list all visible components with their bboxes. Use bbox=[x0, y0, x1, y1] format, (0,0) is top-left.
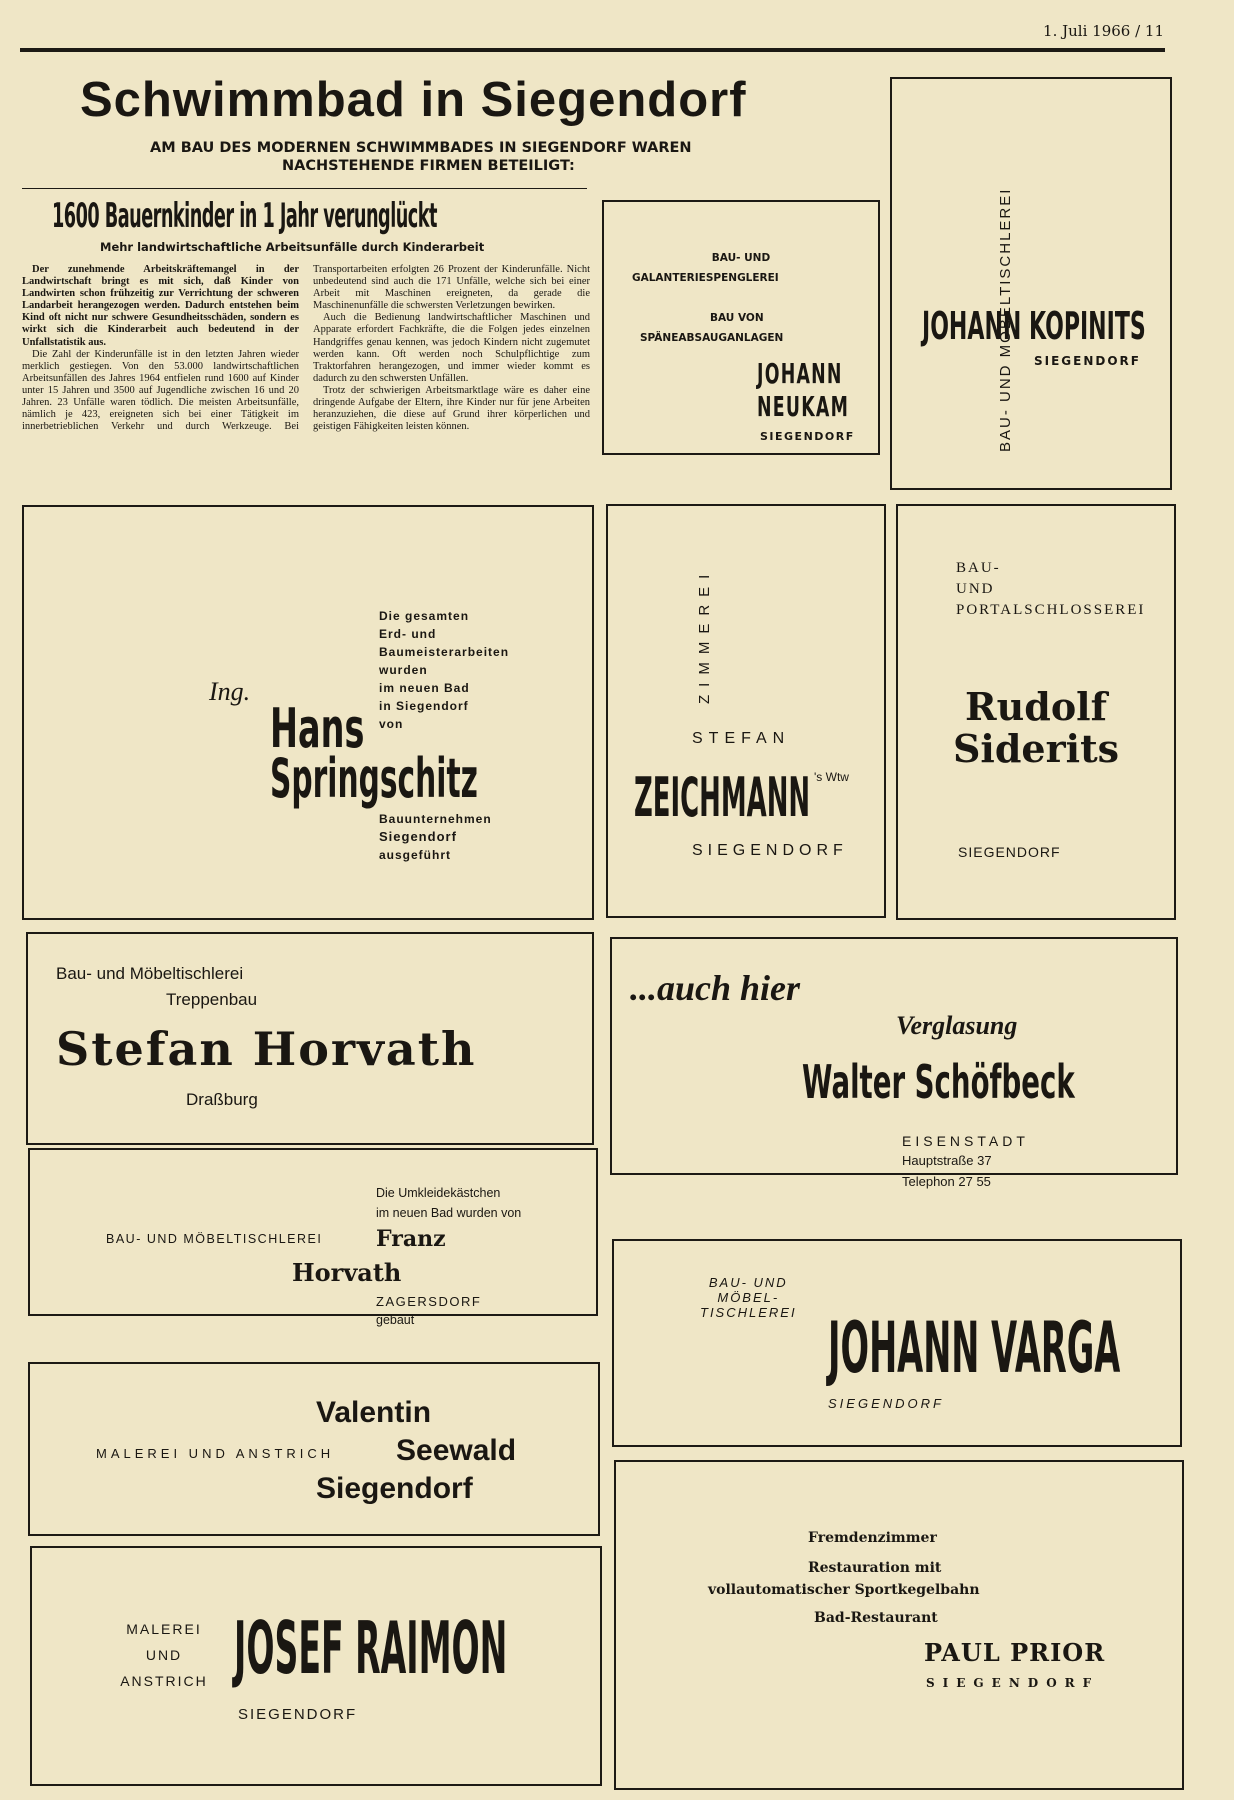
ad-stefan-horvath bbox=[26, 932, 594, 1145]
headline-rule bbox=[22, 188, 587, 189]
page-headline: Schwimmbad in Siegendorf bbox=[80, 73, 747, 127]
schoefbeck-street: Hauptstraße 37 bbox=[902, 1153, 992, 1168]
springschitz-name-1-text: Hans bbox=[270, 697, 365, 760]
ad-valentin-seewald bbox=[28, 1362, 600, 1536]
ad-rudolf-siderits bbox=[896, 504, 1176, 920]
horvath-franz-text-3: gebaut bbox=[376, 1313, 415, 1327]
schoefbeck-phone: Telephon 27 55 bbox=[902, 1174, 991, 1189]
springschitz-text-line: Baumeisterarbeiten bbox=[379, 645, 510, 659]
seewald-name-2: Seewald bbox=[396, 1434, 517, 1467]
raimon-trade-line: UND bbox=[145, 1647, 183, 1663]
springschitz-text-line: wurden bbox=[379, 663, 428, 677]
horvath-franz-place: ZAGERSDORF bbox=[376, 1294, 482, 1309]
neukam-name-1-text: JOHANN bbox=[757, 357, 843, 390]
raimon-trade-line: MALEREI bbox=[126, 1621, 202, 1637]
horvath-franz-trade: BAU- UND MÖBELTISCHLEREI bbox=[106, 1232, 323, 1246]
varga-name-text: JOHANN VARGA bbox=[828, 1307, 1121, 1389]
horvath-stefan-place: Draßburg bbox=[186, 1090, 258, 1109]
neukam-name-2-text: NEUKAM bbox=[757, 390, 850, 423]
springschitz-text-bottom bbox=[379, 810, 492, 864]
siderits-place: SIEGENDORF bbox=[958, 844, 1061, 860]
springschitz-text bbox=[379, 607, 509, 733]
prior-line-4: Bad-Restaurant bbox=[814, 1610, 938, 1626]
article-body bbox=[22, 264, 590, 504]
prior-place: SIEGENDORF bbox=[926, 1676, 1100, 1690]
zeichmann-name-text: ZEICHMANN bbox=[634, 766, 811, 829]
prior-line-3: vollautomatischer Sportkegelbahn bbox=[708, 1582, 980, 1598]
siderits-trade-line: PORTALSCHLOSSEREI bbox=[956, 602, 1146, 618]
schoefbeck-name bbox=[802, 1055, 1234, 1109]
schoefbeck-service: Verglasung bbox=[896, 1011, 1018, 1040]
springschitz-name-2 bbox=[270, 747, 648, 810]
siderits-name-1: Rudolf bbox=[965, 684, 1107, 729]
springschitz-text-line: im neuen Bad bbox=[379, 681, 470, 695]
springschitz-text-line: Die gesamten bbox=[379, 609, 470, 623]
siderits-name-2: Siderits bbox=[952, 726, 1120, 771]
springschitz-text-line: Siegendorf bbox=[379, 829, 457, 844]
schoefbeck-city: EISENSTADT bbox=[902, 1133, 1029, 1149]
springschitz-text-line: Erd- und bbox=[379, 627, 437, 641]
article-paragraph: Trotz der schwierigen Arbeitsmarktlage wäre es daher eine dringende Aufgabe der Eltern, ihre Kinder nur für jene Arbeiten heranzuziehen, die diese auf Grund ihrer körperlichen und geistigen Fähigkeiten leisten können. bbox=[313, 384, 590, 433]
neukam-place: SIEGENDORF bbox=[760, 430, 855, 443]
varga-place: SIEGENDORF bbox=[828, 1396, 944, 1411]
ad-walter-schoefbeck bbox=[610, 937, 1178, 1189]
raimon-trade-line: ANSTRICH bbox=[120, 1673, 208, 1689]
article-subtitle: Mehr landwirtschaftliche Arbeitsunfälle durch Kinderarbeit bbox=[100, 240, 485, 254]
zeichmann-first-name: STEFAN bbox=[692, 730, 791, 747]
article-title-text: 1600 Bauernkinder in 1 Jahr verunglückt bbox=[52, 196, 437, 236]
siderits-trade-line: UND bbox=[956, 581, 995, 597]
horvath-franz-text-2: im neuen Bad wurden von bbox=[376, 1206, 522, 1220]
horvath-franz-name-2: Horvath bbox=[292, 1258, 402, 1287]
schoefbeck-name-text: Walter Schöfbeck bbox=[802, 1055, 1075, 1109]
horvath-stefan-trade: Bau- und Möbeltischlerei bbox=[56, 964, 244, 983]
horvath-stefan-name: Stefan Horvath bbox=[56, 1022, 477, 1076]
zeichmann-suffix: 's Wtw bbox=[814, 770, 849, 784]
varga-trade-line: TISCHLEREI bbox=[700, 1305, 797, 1320]
headline-subtitle-2: NACHSTEHENDE FIRMEN BETEILIGT: bbox=[282, 158, 575, 174]
article-paragraph: Die Zahl der Kinderunfälle ist in den letzten Jahren wieder merklich gestiegen. Von den 53.000 landwirtschaftlichen Arbeitsunfällen des Jahres 1964 entfielen rund 1600 auf Kinder unter 15 Jahren und 3500 auf Jugendliche zwischen 16 und 20 Jahren. 23 Unfälle waren tödlich. Die meisten Arbeitsunfälle, nämlich je 423, ereigneten sich bei einer Tätigkeit im innerbetrieblichen Verkehr und durch Werkzeuge. Bei Transportarbeiten erfolgten 26 Prozent der Kinderunfälle. Nicht unbedeutend sind auch die 171 Unfälle, welche sich bei einer Arbeit mit Maschinen ereigneten, da gerade die Maschinenunfälle die schwersten Verletzungen bewirken. bbox=[22, 264, 590, 433]
varga-trade-line: BAU- UND bbox=[708, 1275, 788, 1290]
kopinits-place: SIEGENDORF bbox=[1034, 354, 1141, 368]
siderits-trade bbox=[956, 558, 1145, 621]
article-paragraph: Auch die Bedienung landwirtschaftlicher Maschinen und Apparate erfordert Fachkräfte, die die Folgen jedes einzelnen Handgriffes genau kennen, was jedoch Kindern nicht zugemutet werden kann. Oft werden noch Schulpflichtige zum Traktorfahren herangezogen, und immer wieder kommt es dadurch zu den schwersten Unfällen. bbox=[313, 312, 590, 384]
prior-name: PAUL PRIOR bbox=[924, 1638, 1106, 1667]
seewald-name-1: Valentin bbox=[316, 1396, 432, 1429]
springschitz-text-line: von bbox=[379, 717, 404, 731]
neukam-name-1 bbox=[757, 357, 895, 390]
zeichmann-place: SIEGENDORF bbox=[692, 842, 848, 859]
ad-josef-raimon bbox=[30, 1546, 602, 1786]
ad-johann-neukam bbox=[602, 200, 880, 455]
header-rule bbox=[20, 48, 1165, 52]
horvath-franz-text-1: Die Umkleidekästchen bbox=[376, 1186, 501, 1200]
seewald-place: Siegendorf bbox=[316, 1472, 473, 1505]
varga-trade-line: MÖBEL- bbox=[717, 1290, 780, 1305]
ad-stefan-zeichmann bbox=[606, 504, 886, 918]
zeichmann-trade-vertical: ZIMMEREI bbox=[696, 566, 713, 704]
raimon-place: SIEGENDORF bbox=[238, 1706, 358, 1723]
springschitz-title: Ing. bbox=[209, 677, 251, 706]
page-date-number: 1. Juli 1966 / 11 bbox=[1043, 22, 1164, 40]
horvath-stefan-trade-2: Treppenbau bbox=[166, 990, 258, 1009]
springschitz-text-line: Bauunternehmen bbox=[379, 812, 492, 826]
raimon-name-text: JOSEF RAIMON bbox=[234, 1606, 508, 1690]
neukam-trade-4: SPÄNEABSAUGANLAGEN bbox=[640, 332, 784, 344]
springschitz-name-2-text: Springschitz bbox=[270, 747, 478, 810]
springschitz-text-line: ausgeführt bbox=[379, 848, 452, 862]
varga-trade bbox=[700, 1275, 797, 1320]
seewald-trade: MALEREI UND ANSTRICH bbox=[96, 1446, 335, 1461]
prior-line-2: Restauration mit bbox=[808, 1560, 942, 1576]
ad-johann-kopinits bbox=[890, 77, 1172, 490]
ad-hans-springschitz bbox=[22, 505, 594, 920]
raimon-name bbox=[234, 1606, 828, 1690]
springschitz-text-line: in Siegendorf bbox=[379, 699, 469, 713]
schoefbeck-tagline: ...auch hier bbox=[630, 968, 801, 1008]
neukam-trade-2: GALANTERIESPENGLEREI bbox=[632, 272, 779, 284]
neukam-trade-3: BAU VON bbox=[710, 312, 764, 324]
siderits-trade-line: BAU- bbox=[956, 560, 1001, 576]
ad-johann-varga bbox=[612, 1239, 1182, 1447]
neukam-trade-1: BAU- UND bbox=[711, 252, 771, 264]
neukam-name-2 bbox=[757, 390, 906, 423]
raimon-trade bbox=[114, 1616, 214, 1694]
horvath-franz-name-1: Franz bbox=[376, 1226, 446, 1252]
kopinits-trade-vertical: BAU- UND MÖBELTISCHLEREI bbox=[997, 187, 1014, 452]
headline-subtitle-1: AM BAU DES MODERNEN SCHWIMMBADES IN SIEGENDORF WAREN bbox=[150, 140, 692, 156]
kopinits-name bbox=[922, 304, 1234, 348]
varga-name bbox=[828, 1307, 1234, 1389]
ad-franz-horvath bbox=[28, 1148, 598, 1327]
prior-line-1: Fremdenzimmer bbox=[808, 1530, 937, 1546]
kopinits-name-text: JOHANN KOPINITS bbox=[922, 304, 1146, 348]
article-paragraph: Der zunehmende Arbeitskräftemangel in der Landwirtschaft bringt es mit sich, daß Kinder von Landwirten schon frühzeitig zur Verrichtung der schweren Landarbeit herangezogen werden. Dadurch entstehen beim Kind oft nicht nur schwere Gesundheitsschäden, sondern es wirkt sich die Kinderarbeit auch bedeutend in der Unfallstatistik aus. bbox=[22, 264, 299, 348]
